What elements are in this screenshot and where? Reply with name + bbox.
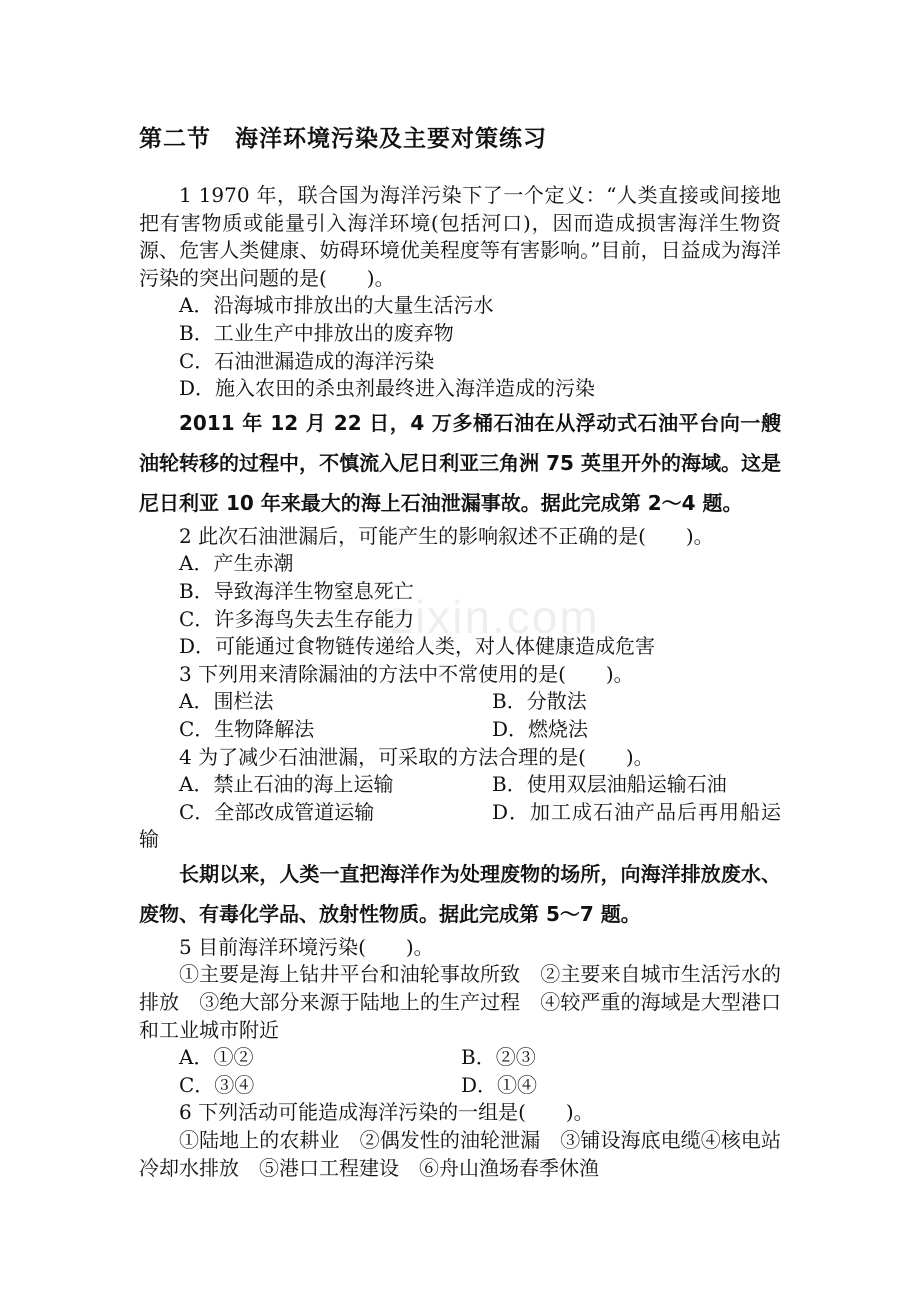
question-5-stem: 5 目前海洋环境污染( )。 [179,934,434,959]
question-1-stem: 1 1970 年，联合国为海洋污染下了一个定义：“人类直接或间接地把有害物质或能量引入海洋环境(包括河口)，因而造成损害海洋生物资源、危害人类健康、妨碍环境优美程度等有害影响。”目前，日益成为海洋污染的突出问题的是( )。 [139,183,781,290]
question-2-option-a: A．产生赤潮 [179,551,294,576]
passage-1: 2011 年 12 月 22 日，4 万多桶石油在从浮动式石油平台向一艘油轮转移的过程中，不慎流入尼日利亚三角洲 75 英里开外的海域。这是尼日利亚 10 年来最大的海上石油泄漏事故。据此完成第 2～4 题。 [139,410,781,515]
question-6-stem: 6 下列活动可能造成海洋污染的一组是( )。 [179,1100,594,1125]
watermark: zixin.com [390,591,600,643]
question-2-option-c: C．许多海鸟失去生存能力 [179,606,415,631]
question-4-stem: 4 为了减少石油泄漏，可采取的方法合理的是( )。 [179,744,654,769]
page-title: 第二节 海洋环境污染及主要对策练习 [139,125,547,152]
question-4-options-row-2 [139,799,781,854]
question-4-option-b: B．使用双层油船运输石油 [492,772,727,797]
question-1-option-c: C．石油泄漏造成的海洋污染 [179,348,435,373]
question-2-option-d: D．可能通过食物链传递给人类，对人体健康造成危害 [179,634,656,659]
question-5-option-c: C．③④ [179,1072,255,1097]
question-5-options-row-1 [139,1044,781,1072]
document-body [139,182,781,1182]
question-5-option-b: B．②③ [461,1045,536,1070]
question-1-option-d: D．施入农田的杀虫剂最终进入海洋造成的污染 [179,376,596,401]
passage-2: 长期以来，人类一直把海洋作为处理废物的场所，向海洋排放废水、废物、有毒化学品、放射性物质。据此完成第 5～7 题。 [139,861,781,926]
question-3-stem: 3 下列用来清除漏油的方法中不常使用的是( )。 [179,661,634,686]
question-5-options-row-2 [139,1072,781,1100]
question-3-option-c: C．生物降解法 [179,716,315,741]
question-4-option-a: A．禁止石油的海上运输 [179,772,394,797]
question-2-stem: 2 此次石油泄漏后，可能产生的影响叙述不正确的是( )。 [179,523,714,548]
question-5-statements: ①主要是海上钻井平台和油轮事故所致 ②主要来自城市生活污水的排放 ③绝大部分来源于陆地上的生产过程 ④较严重的海域是大型港口和工业城市附近 [139,962,781,1042]
question-1-option-a: A．沿海城市排放出的大量生活污水 [179,293,494,318]
question-4-option-c: C．全部改成管道运输 [179,799,375,824]
question-2-option-b: B．导致海洋生物窒息死亡 [179,578,414,603]
question-5-option-d: D．①④ [461,1072,538,1097]
question-1-option-b: B．工业生产中排放出的废弃物 [179,320,454,345]
question-3-options-row-1 [139,688,781,716]
question-5-option-a: A．①② [179,1045,254,1070]
question-6-statements: ①陆地上的农耕业 ②偶发性的油轮泄漏 ③铺设海底电缆④核电站冷却水排放 ⑤港口工程建设 ⑥舟山渔场春季休渔 [139,1128,781,1180]
question-3-options-row-2 [139,716,781,744]
question-3-option-a: A．围栏法 [179,689,274,714]
question-3-option-b: B．分散法 [492,689,587,714]
question-4-options-row-1 [139,771,781,799]
question-3-option-d: D．燃烧法 [492,716,589,741]
question-4-option-d: D．加工成石油产品后再用船运输 [139,799,781,852]
